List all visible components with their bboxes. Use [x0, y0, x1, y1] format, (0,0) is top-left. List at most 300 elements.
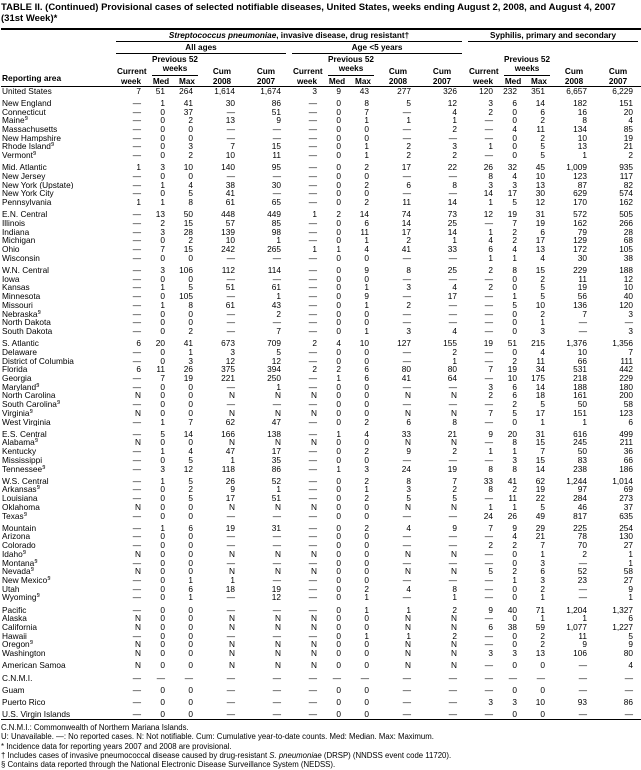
value-cell: 25 [447, 266, 458, 275]
value-cell: 0 [336, 300, 341, 310]
value-cell: 1 [160, 180, 165, 190]
value-cell: 2 [276, 309, 281, 319]
table-row [1, 391, 641, 400]
reporting-area-cell: New England [2, 98, 52, 108]
value-cell: — [272, 710, 281, 720]
value-cell: 123 [619, 408, 634, 418]
value-cell: 6,657 [566, 86, 588, 96]
value-cell: — [578, 558, 588, 568]
value-cell: 22 [535, 494, 546, 503]
value-cell: 172 [573, 245, 588, 254]
value-cell: 0 [160, 116, 165, 126]
value-cell: 0 [188, 631, 193, 641]
value-cell: 26 [183, 365, 193, 375]
table-row [1, 198, 641, 207]
value-cell: 83 [577, 455, 588, 465]
value-cell: 51 [155, 86, 165, 96]
value-cell: 0 [188, 541, 193, 550]
value-cell: — [226, 382, 235, 392]
value-cell: — [484, 661, 494, 671]
reporting-area-cell: Pacific [2, 605, 27, 615]
value-cell: 24 [401, 464, 411, 474]
value-cell: 127 [397, 339, 411, 348]
value-cell: 2 [188, 327, 193, 336]
value-cell: 17 [401, 227, 411, 237]
value-cell: 86 [271, 98, 281, 108]
value-cell: 7 [136, 86, 141, 96]
value-cell: 2 [452, 485, 458, 495]
value-cell: 0 [512, 327, 518, 336]
value-cell: 2 [452, 125, 458, 134]
value-cell: 0 [336, 163, 341, 173]
reporting-area-cell: New Jersey [2, 172, 46, 181]
value-cell: 2 [364, 417, 369, 427]
value-cell: — [308, 697, 317, 707]
value-cell: 1,077 [566, 623, 588, 632]
table-row [1, 661, 641, 670]
value-cell: 2 [540, 631, 546, 641]
value-cell: N [275, 640, 281, 650]
value-cell: 0 [160, 511, 165, 521]
value-cell: 2 [406, 142, 411, 152]
value-cell: 0 [160, 327, 165, 336]
value-cell: 170 [573, 198, 588, 207]
value-cell: 37 [183, 107, 193, 117]
value-cell: 264 [179, 86, 193, 96]
value-cell: 0 [336, 253, 341, 263]
value-cell: 26 [507, 511, 518, 521]
value-cell: 9 [406, 447, 411, 456]
value-cell: — [132, 511, 141, 521]
reporting-area-cell: Texas§ [2, 511, 28, 521]
value-cell: 2 [336, 365, 341, 375]
value-cell: N [405, 567, 411, 576]
value-cell: 0 [364, 623, 369, 632]
reporting-area-header: Reporting area [2, 73, 62, 84]
value-cell: 1,204 [566, 605, 588, 615]
value-cell: — [484, 673, 494, 683]
value-cell: 34 [535, 365, 546, 375]
value-cell: 151 [573, 408, 588, 418]
value-cell: 10 [225, 236, 235, 246]
value-cell: — [308, 382, 317, 392]
notifiable-diseases-table [1, 28, 641, 720]
value-cell: 41 [401, 374, 411, 383]
value-cell: 277 [397, 86, 411, 96]
reporting-area-cell: C.N.M.I. [2, 673, 33, 683]
value-cell: 19 [507, 365, 518, 375]
table-row [1, 210, 641, 219]
value-cell: 0 [160, 593, 165, 603]
value-cell: — [484, 309, 494, 319]
value-cell: 375 [221, 365, 235, 375]
value-cell: 120 [619, 300, 634, 310]
value-cell: 0 [336, 309, 341, 319]
value-cell: — [402, 685, 411, 695]
value-cell: — [402, 292, 411, 301]
value-cell: N [135, 640, 141, 650]
value-cell: 1 [540, 593, 546, 603]
reporting-area-cell: Illinois [2, 219, 26, 228]
value-cell: 0 [336, 476, 341, 486]
value-cell: 1 [160, 98, 165, 108]
table-row [1, 698, 641, 707]
value-cell: 0 [512, 309, 518, 319]
value-cell: — [226, 685, 235, 695]
value-cell: — [308, 575, 317, 585]
value-cell: — [132, 142, 141, 152]
value-cell: — [308, 584, 317, 594]
value-cell: 14 [359, 210, 369, 220]
value-cell: — [308, 429, 317, 439]
value-cell: — [132, 685, 141, 695]
value-cell: 0 [160, 605, 165, 615]
value-cell: 1 [540, 318, 546, 327]
value-cell: — [132, 558, 141, 568]
value-cell: — [448, 133, 458, 143]
footnote-cnmi: C.N.M.I.: Commonwealth of Northern Mariana Islands. [1, 722, 189, 732]
value-cell: 17 [447, 292, 458, 301]
value-cell: — [578, 710, 588, 720]
value-cell: — [308, 107, 317, 117]
value-cell: 1 [488, 502, 494, 512]
value-cell: — [578, 593, 588, 603]
value-cell: N [451, 614, 458, 623]
value-cell: — [132, 107, 141, 117]
value-cell: 3 [628, 309, 634, 319]
value-cell: — [484, 219, 494, 228]
value-cell: N [135, 438, 141, 448]
value-cell: N [275, 661, 281, 671]
value-cell: — [484, 151, 494, 160]
syphilis-subheader-spacer [465, 42, 641, 54]
value-cell: 0 [188, 391, 193, 401]
value-cell: 0 [336, 447, 341, 456]
value-cell: — [484, 347, 494, 357]
value-cell: 1 [312, 210, 317, 220]
value-cell: N [275, 623, 281, 632]
value-cell: 43 [359, 86, 369, 96]
value-cell: 7 [628, 347, 634, 357]
table-row [1, 494, 641, 503]
value-cell: 4 [452, 283, 458, 293]
value-cell: 10 [225, 151, 235, 160]
value-cell: 3 [160, 227, 165, 237]
value-cell: 1 [364, 283, 369, 293]
reporting-area-cell: Colorado [2, 541, 36, 550]
value-cell: 49 [535, 511, 546, 521]
value-cell: 6 [628, 614, 634, 623]
value-cell: — [448, 532, 458, 542]
value-cell: 0 [512, 274, 518, 284]
value-cell: 58 [623, 567, 634, 576]
value-cell: 1 [364, 605, 369, 615]
value-cell: 8 [406, 476, 411, 486]
value-cell: 5 [452, 494, 458, 503]
value-cell: — [308, 98, 317, 108]
value-cell: — [272, 558, 281, 568]
value-cell: N [451, 623, 458, 632]
value-cell: 394 [267, 365, 281, 375]
value-cell: 57 [225, 219, 235, 228]
value-cell: 136 [573, 300, 588, 310]
reporting-area-cell: North Dakota [2, 318, 51, 327]
value-cell: — [308, 189, 317, 199]
value-cell: — [484, 494, 494, 503]
value-cell: 15 [535, 266, 546, 275]
value-cell: 9 [582, 640, 588, 650]
value-cell: 0 [336, 532, 341, 542]
value-cell: 0 [336, 116, 341, 126]
value-cell: 25 [447, 219, 458, 228]
value-cell: 326 [443, 86, 458, 96]
cum-2007-header: Cum 2007 [432, 67, 452, 86]
value-cell: 0 [336, 605, 341, 615]
value-cell: — [226, 532, 235, 542]
value-cell: — [272, 400, 281, 409]
value-cell: 505 [619, 210, 634, 220]
value-cell: — [308, 631, 317, 641]
reporting-area-cell: Maryland§ [2, 382, 40, 392]
value-cell: 27 [623, 541, 634, 550]
value-cell: — [402, 318, 411, 327]
value-cell: — [132, 274, 141, 284]
table-row [1, 254, 641, 263]
value-cell: N [311, 391, 317, 401]
value-cell: — [402, 541, 411, 550]
value-cell: 0 [160, 661, 165, 671]
value-cell: 8 [488, 485, 494, 495]
value-cell: 2 [452, 151, 458, 160]
value-cell: N [135, 408, 141, 418]
value-cell: 0 [336, 584, 341, 594]
value-cell: 1 [364, 593, 369, 603]
value-cell: 97 [577, 485, 588, 495]
value-cell: 2 [452, 631, 458, 641]
value-cell: 2 [364, 180, 369, 190]
reporting-area-cell: Montana§ [2, 558, 38, 568]
value-cell: 1 [136, 198, 141, 207]
value-cell: 3 [488, 649, 494, 658]
value-cell: — [308, 198, 317, 207]
table-title: TABLE II. (Continued) Provisional cases of selected notifiable diseases, United States, weeks ending August 2, 2008, and August 4, 2007 (31st Week)* [1, 2, 616, 25]
value-cell: 7 [540, 447, 546, 456]
value-cell: 6 [540, 107, 546, 117]
max-header: Max [531, 76, 547, 86]
value-cell: 14 [447, 227, 458, 237]
value-cell: 935 [619, 163, 634, 173]
value-cell: 2 [540, 116, 546, 126]
table-row [1, 283, 641, 292]
value-cell: 4 [540, 253, 546, 263]
value-cell: — [484, 400, 494, 409]
value-cell: — [308, 163, 317, 173]
value-cell: 8 [188, 198, 193, 207]
value-cell: 1 [230, 575, 235, 585]
value-cell: N [405, 649, 411, 658]
value-cell: 98 [271, 227, 281, 237]
value-cell: 17 [271, 447, 281, 456]
value-cell: 7 [188, 417, 193, 427]
value-cell: 112 [221, 266, 235, 275]
value-cell: 186 [619, 464, 634, 474]
value-cell: — [132, 283, 141, 293]
value-cell: 0 [336, 318, 341, 327]
value-cell: 15 [183, 219, 193, 228]
value-cell: — [132, 253, 141, 263]
value-cell: 2 [512, 356, 518, 366]
value-cell: — [402, 189, 411, 199]
value-cell: 0 [364, 697, 369, 707]
value-cell: 8 [512, 464, 518, 474]
value-cell: 80 [401, 365, 411, 375]
value-cell: — [132, 494, 141, 503]
value-cell: — [132, 464, 141, 474]
value-cell: 6 [512, 98, 518, 108]
table-row [1, 447, 641, 456]
value-cell: — [484, 685, 494, 695]
value-cell: 33 [401, 429, 411, 439]
reporting-area-cell: Idaho§ [2, 549, 27, 559]
value-cell: — [484, 300, 494, 310]
reporting-area-cell: Georgia [2, 374, 32, 383]
value-cell: 0 [336, 631, 341, 641]
value-cell: 0 [160, 549, 165, 559]
value-cell: 0 [512, 549, 518, 559]
value-cell: — [308, 300, 317, 310]
value-cell: 0 [364, 549, 369, 559]
value-cell: 225 [573, 523, 588, 533]
value-cell: — [402, 710, 411, 720]
value-cell: — [226, 541, 235, 550]
value-cell: 9 [628, 640, 634, 650]
value-cell: 13 [535, 180, 546, 190]
value-cell: 0 [336, 710, 341, 720]
value-cell: 0 [364, 649, 369, 658]
value-cell: 29 [535, 523, 546, 533]
table-row [1, 550, 641, 559]
value-cell: 0 [336, 198, 341, 207]
value-cell: 10 [623, 283, 634, 293]
value-cell: 41 [507, 476, 518, 486]
value-cell: 3 [406, 283, 411, 293]
value-cell: N [229, 649, 235, 658]
value-cell: N [135, 661, 141, 671]
value-cell: — [448, 189, 458, 199]
value-cell: 7 [582, 309, 588, 319]
value-cell: — [448, 685, 458, 695]
value-cell: — [184, 673, 193, 683]
value-cell: — [308, 541, 317, 550]
value-cell: — [132, 180, 141, 190]
value-cell: 0 [336, 356, 341, 366]
value-cell: 65 [271, 198, 281, 207]
reporting-area-cell: Michigan [2, 236, 36, 246]
value-cell: — [578, 327, 588, 336]
cum-2008-header: Cum 2008 [564, 67, 584, 86]
value-cell: N [405, 623, 411, 632]
value-cell: — [226, 511, 235, 521]
value-cell: 13 [155, 210, 165, 220]
value-cell: 0 [364, 274, 369, 284]
table-row [1, 532, 641, 541]
value-cell: 6 [512, 382, 518, 392]
value-cell: 0 [160, 172, 165, 181]
value-cell: 0 [336, 283, 341, 293]
value-cell: 2 [312, 339, 317, 348]
value-cell: 61 [271, 283, 281, 293]
value-cell: N [311, 502, 317, 512]
value-cell: — [132, 710, 141, 720]
value-cell: — [308, 227, 317, 237]
value-cell: 2 [188, 485, 193, 495]
value-cell: 4 [512, 245, 518, 254]
value-cell: 105 [179, 292, 193, 301]
value-cell: 1 [512, 253, 518, 263]
value-cell: — [272, 605, 281, 615]
value-cell: — [308, 236, 317, 246]
value-cell: — [308, 673, 317, 683]
value-cell: 1 [488, 227, 494, 237]
value-cell: 1 [488, 253, 494, 263]
value-cell: 5 [188, 494, 193, 503]
footnotes [1, 720, 640, 770]
value-cell: — [308, 494, 317, 503]
value-cell: 33 [447, 245, 458, 254]
value-cell: 4 [188, 447, 193, 456]
value-cell: 4 [406, 584, 411, 594]
value-cell: 38 [225, 180, 235, 190]
cum-2007-header: Cum 2007 [608, 67, 628, 86]
value-cell: 1 [512, 575, 518, 585]
value-cell: N [451, 438, 458, 448]
value-cell: 9 [488, 605, 494, 615]
value-cell: 229 [619, 374, 634, 383]
value-cell: 62 [225, 417, 235, 427]
value-cell: 12 [623, 274, 634, 284]
value-cell: 1 [512, 502, 518, 512]
value-cell: — [132, 356, 141, 366]
value-cell: 0 [160, 485, 165, 495]
value-cell: 1,009 [566, 163, 588, 173]
value-cell: 4 [512, 125, 518, 134]
value-cell: 10 [535, 300, 546, 310]
value-cell: 629 [573, 189, 588, 199]
value-cell: 80 [447, 365, 458, 375]
value-cell: 1 [160, 523, 165, 533]
value-cell: 82 [623, 180, 634, 190]
footnote-legend: U: Unavailable. —: No reported cases. N: Not notifiable. Cum: Cumulative year-to-date counts. Med: Median. Max: Maximum. [1, 732, 434, 742]
value-cell: — [624, 685, 634, 695]
value-cell: 3 [512, 455, 518, 465]
value-cell: — [402, 347, 411, 357]
table-row [1, 365, 641, 374]
value-cell: — [132, 133, 141, 143]
table-row [1, 606, 641, 615]
value-cell: 7 [540, 541, 546, 550]
table-row [1, 116, 641, 125]
table-row [1, 524, 641, 533]
value-cell: 1 [188, 575, 193, 585]
value-cell: 0 [512, 107, 518, 117]
cum-2008-header: Cum 2008 [388, 67, 408, 86]
value-cell: — [402, 593, 411, 603]
value-cell: 0 [364, 710, 369, 720]
value-cell: N [135, 549, 141, 559]
table-row [1, 236, 641, 245]
value-cell: N [229, 408, 235, 418]
value-cell: 13 [577, 142, 588, 152]
